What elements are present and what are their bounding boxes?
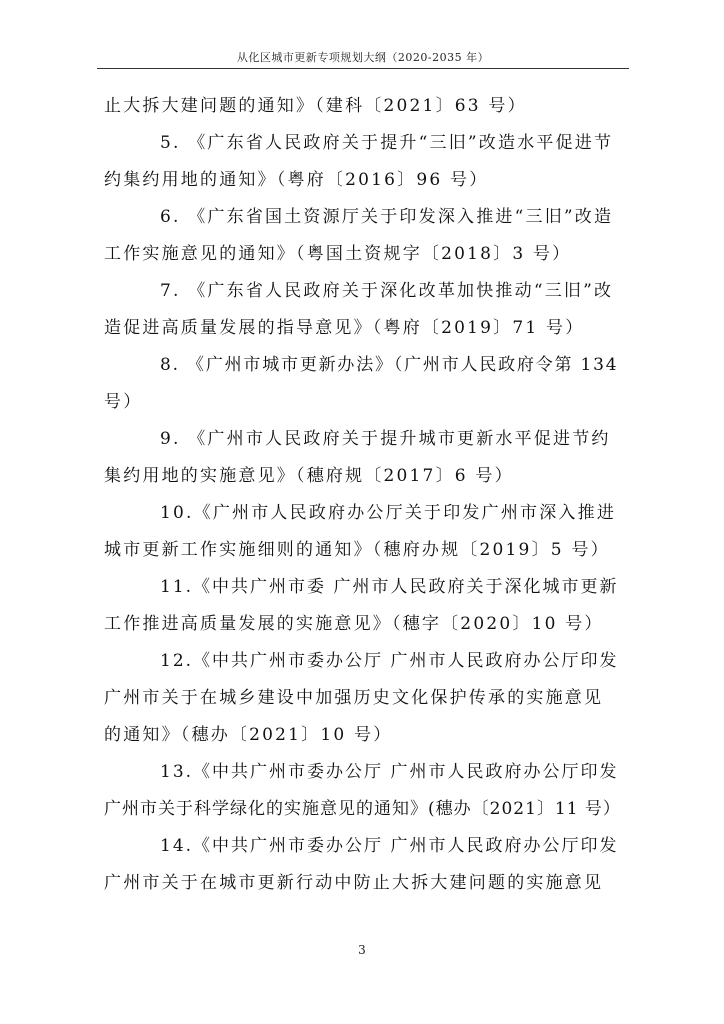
page-header-title: 从化区城市更新专项规划大纲（2020-2035 年）: [236, 51, 490, 64]
list-item-11-line-2: 工作推进高质量发展的实施意见》（穗字〔2020〕10 号）: [104, 614, 604, 634]
page-number: 3: [358, 943, 366, 957]
text-line-1: 止大拆大建问题的通知》（建科〔2021〕63 号）: [104, 96, 527, 116]
list-item-12-line-1: 12.《中共广州市委办公厅 广州市人民政府办公厅印发: [160, 651, 619, 671]
list-item-8-line-1: 8. 《广州市城市更新办法》（广州市人民政府令第 134: [160, 355, 619, 375]
document-body: [104, 88, 620, 902]
list-item-9-line-1: 9. 《广州市人民政府关于提升城市更新水平促进节约: [160, 429, 611, 449]
list-item-12-line-3: 的通知》（穗办〔2021〕10 号）: [104, 725, 393, 745]
list-item-14-line-2: 广州市关于在城市更新行动中防止大拆大建问题的实施意见: [104, 873, 604, 893]
list-item-7-line-2: 造促进高质量发展的指导意见》（粤府〔2019〕71 号）: [104, 318, 585, 338]
list-item-13-line-1: 13.《中共广州市委办公厅 广州市人民政府办公厅印发: [160, 762, 619, 782]
list-item-6-line-2: 工作实施意见的通知》（粤国土资规字〔2018〕3 号）: [104, 244, 572, 264]
list-item-12-line-2: 广州市关于在城乡建设中加强历史文化保护传承的实施意见: [104, 688, 604, 708]
list-item-9-line-2: 集约用地的实施意见》（穗府规〔2017〕6 号）: [104, 466, 514, 486]
list-item-8-line-2: 号）: [104, 392, 143, 412]
list-item-10-line-2: 城市更新工作实施细则的通知》（穗府办规〔2019〕5 号）: [104, 540, 610, 560]
list-item-13-line-2: 广州市关于科学绿化的实施意见的通知》(穗办〔2021〕11 号）: [104, 799, 621, 819]
list-item-14-line-1: 14.《中共广州市委办公厅 广州市人民政府办公厅印发: [160, 836, 619, 856]
list-item-11-line-1: 11.《中共广州市委 广州市人民政府关于深化城市更新: [160, 577, 619, 597]
list-item-7-line-1: 7. 《广东省人民政府关于深化改革加快推动“三旧”改: [160, 281, 614, 301]
list-item-5-line-2: 约集约用地的通知》（粤府〔2016〕96 号）: [104, 170, 489, 190]
list-item-6-line-1: 6. 《广东省国土资源厅关于印发深入推进“三旧”改造: [160, 207, 614, 227]
list-item-10-line-1: 10.《广州市人民政府办公厅关于印发广州市深入推进: [160, 503, 617, 523]
header-rule: [97, 68, 629, 69]
list-item-5-line-1: 5. 《广东省人民政府关于提升“三旧”改造水平促进节: [160, 133, 614, 153]
